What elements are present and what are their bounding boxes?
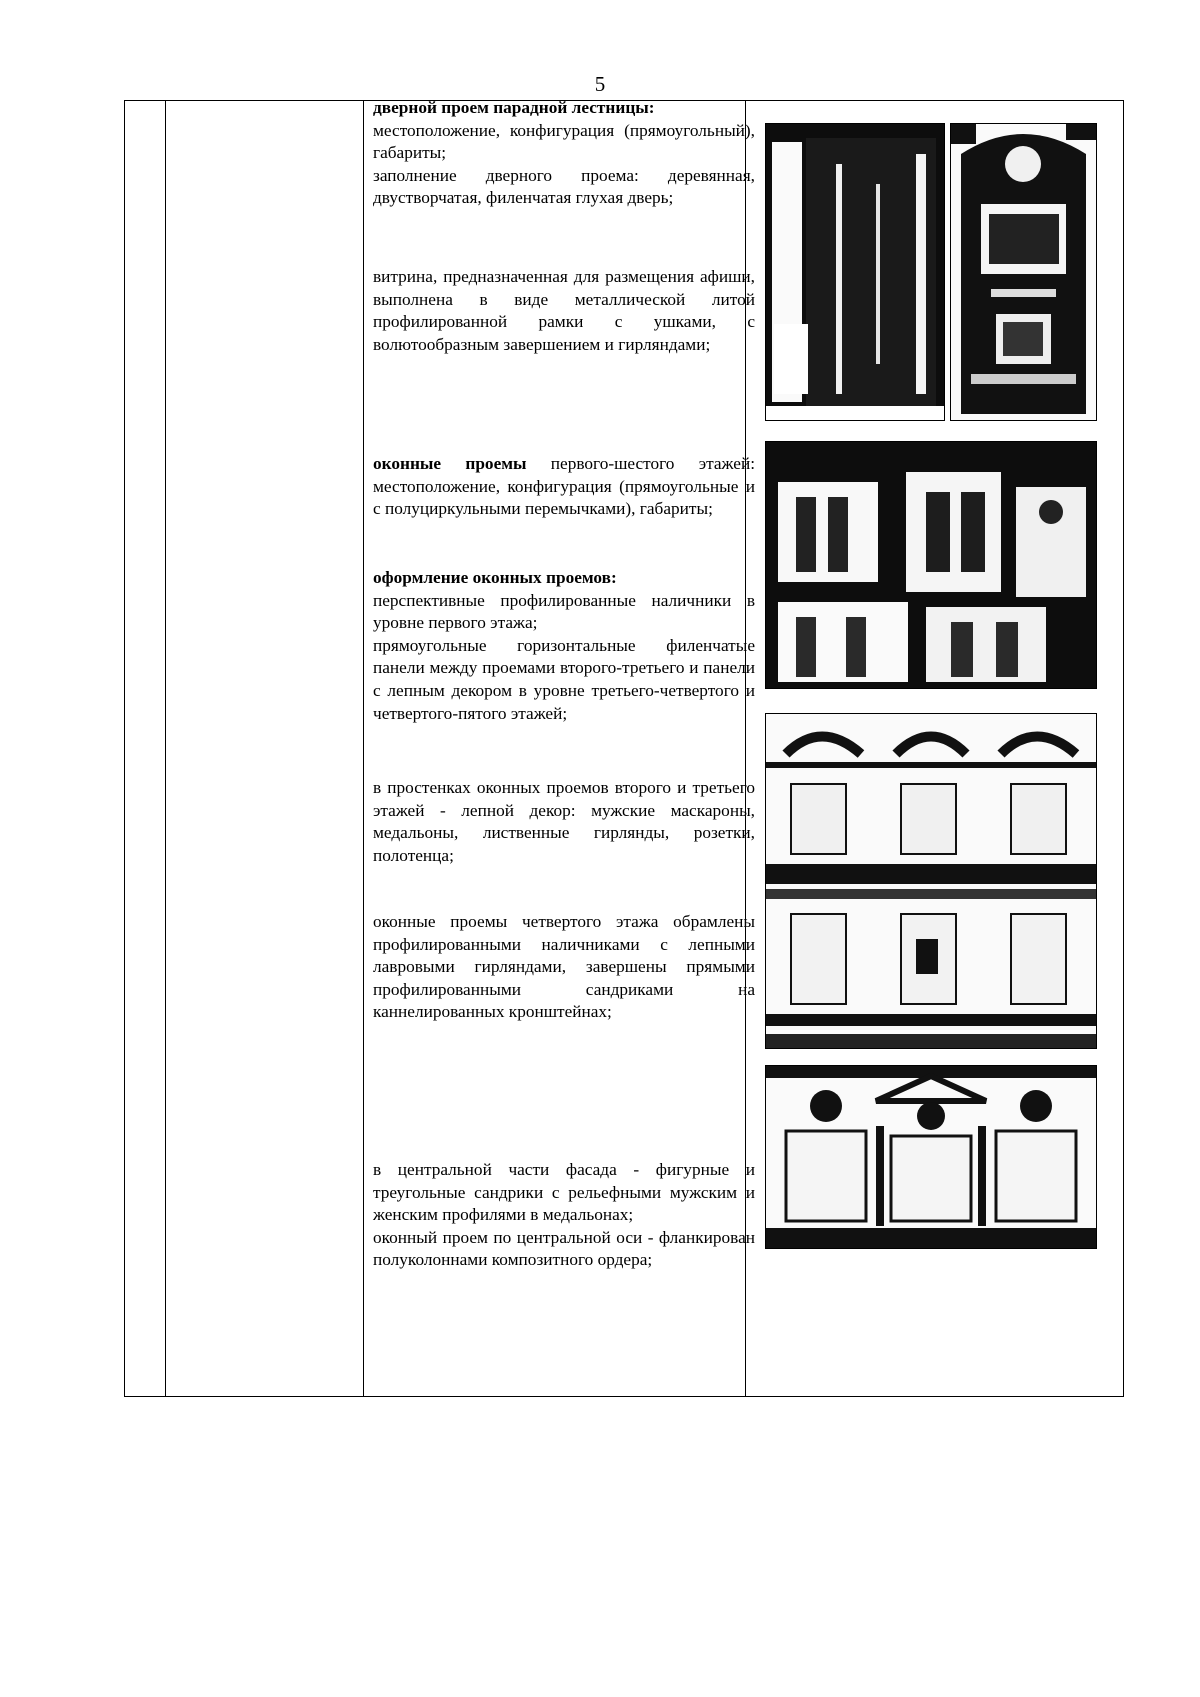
block-text: оконные проемы четвертого этажа обрамлены профилированными наличниками с лепными лавровыми гирляндами, завершены прямыми профилированными сандриками на каннелированных кронштейнах;	[373, 912, 755, 1022]
central-facade-block	[373, 1159, 755, 1272]
window-openings-block	[373, 453, 755, 521]
column-divider	[165, 101, 166, 1396]
block-title: дверной проем парадной лестницы:	[373, 98, 655, 117]
description-column	[373, 98, 755, 1396]
central-facade-photo	[765, 1065, 1097, 1249]
entrance-door-block	[373, 97, 755, 210]
block-title: оформление оконных проемов:	[373, 568, 617, 587]
description-table	[124, 100, 1124, 1397]
poster-showcase-photo	[950, 123, 1097, 421]
pier-decor-block	[373, 777, 755, 867]
facade-decor-photo	[765, 713, 1097, 1049]
block-title: оконные проемы	[373, 454, 527, 473]
block-text: прямоугольные горизонтальные филенчатые панели между проемами второго-третьего и панели с лепным декором в уровне третьего-четвертого и четвертого-пятого этажей;	[373, 635, 755, 723]
column-divider	[363, 101, 364, 1396]
block-text: первого-шестого этажей: местоположение, конфигурация (прямоугольные и с полуциркульными перемычками), габариты;	[373, 454, 755, 519]
block-text: в центральной части фасада - фигурные и треугольные сандрики с рельефными мужским и женским профилями в медальонах;	[373, 1160, 755, 1225]
window-decoration-block	[373, 567, 755, 725]
fourth-floor-windows-block	[373, 911, 755, 1024]
block-text: местоположение, конфигурация (прямоугольный), габариты;	[373, 120, 755, 163]
block-text: оконный проем по центральной оси - фланкирован полуколоннами композитного ордера;	[373, 1227, 755, 1270]
block-text: витрина, предназначенная для размещения афиши, выполнена в виде металлической литой профилированной рамки с ушками, с волютообразным завершением и гирляндами;	[373, 267, 755, 354]
poster-showcase-block	[373, 266, 755, 356]
page-number: 5	[594, 72, 606, 96]
block-text: перспективные профилированные наличники в уровне первого этажа;	[373, 590, 755, 633]
entrance-door-photo	[765, 123, 945, 421]
window-openings-photo	[765, 441, 1097, 689]
block-text: в простенках оконных проемов второго и третьего этажей - лепной декор: мужские маскароны, медальоны, лиственные гирлянды, розетки, полотенца;	[373, 778, 755, 865]
block-text: заполнение дверного проема: деревянная, двустворчатая, филенчатая глухая дверь;	[373, 165, 755, 208]
photo-column	[755, 101, 1123, 1396]
